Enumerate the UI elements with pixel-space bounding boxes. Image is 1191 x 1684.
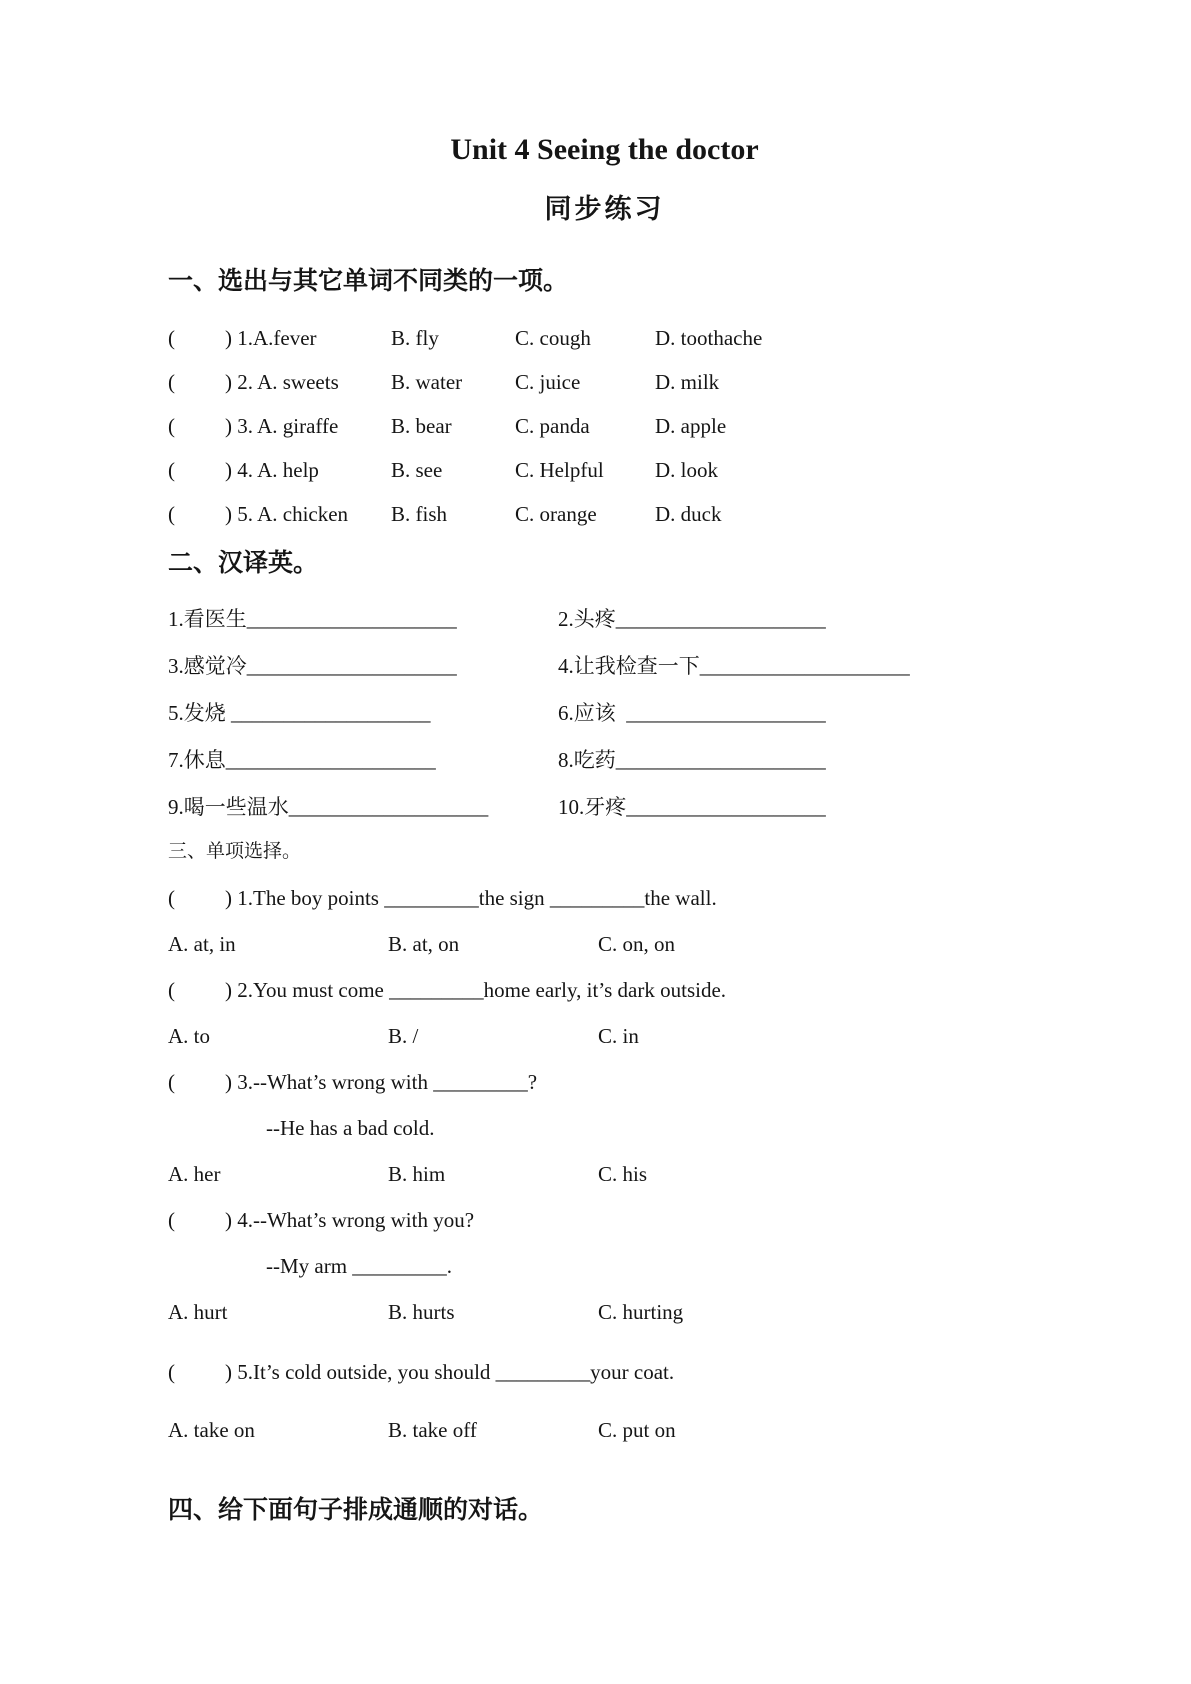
choice-row-2	[168, 360, 1041, 404]
translation-row-4	[168, 737, 1041, 784]
mc-options-2	[168, 1013, 1041, 1059]
option-b: B. bear	[391, 414, 452, 438]
option-d: D. look	[655, 458, 718, 482]
option-a: A. take on	[168, 1418, 255, 1442]
answer-paren: (	[168, 458, 175, 482]
translation-item: 3.感觉冷____________________	[168, 654, 457, 678]
option-b: B. at, on	[388, 932, 460, 956]
translation-row-3	[168, 690, 1041, 737]
option-c: C. juice	[515, 370, 581, 394]
option-b: B. fly	[391, 326, 439, 350]
translation-item: 7.休息____________________	[168, 748, 436, 772]
translation-item: 5.发烧 ___________________	[168, 701, 431, 725]
translation-item: 1.看医生____________________	[168, 607, 457, 631]
option-c: C. cough	[515, 326, 591, 350]
section2-heading: 二、汉译英。	[168, 550, 319, 577]
option-d: D. apple	[655, 414, 727, 438]
option-c: C. hurting	[598, 1300, 684, 1324]
translation-row-2	[168, 643, 1041, 690]
answer-paren: (	[168, 978, 175, 1002]
option-d: D. duck	[655, 502, 722, 526]
choice-row-3	[168, 404, 1041, 448]
choice-lead: ) 5. A. chicken	[225, 502, 349, 526]
choice-row-5	[168, 492, 1041, 536]
mc-options-3	[168, 1151, 1041, 1197]
option-b: B. take off	[388, 1418, 477, 1442]
translation-item: 4.让我检查一下____________________	[558, 654, 910, 678]
mc-options-5	[168, 1407, 1041, 1453]
translation-item: 8.吃药____________________	[558, 748, 826, 772]
question-text: ) 5.It’s cold outside, you should _________your coat.	[225, 1360, 675, 1384]
answer-paren: (	[168, 370, 175, 394]
mc-options-4	[168, 1289, 1041, 1335]
option-b: B. him	[388, 1162, 446, 1186]
translation-row-5	[168, 784, 1041, 831]
option-d: D. toothache	[655, 326, 763, 350]
option-b: B. hurts	[388, 1300, 455, 1324]
question-text: ) 1.The boy points _________the sign _________the wall.	[225, 886, 717, 910]
mc-question-1	[168, 875, 1041, 921]
option-a: A. her	[168, 1162, 221, 1186]
question-text: ) 3.--What’s wrong with _________?	[225, 1070, 538, 1094]
mc-question-5	[168, 1349, 1041, 1395]
translation-row-1	[168, 596, 1041, 643]
answer-paren: (	[168, 502, 175, 526]
answer-paren: (	[168, 886, 175, 910]
section4-heading: 四、给下面句子排成通顺的对话。	[168, 1497, 544, 1524]
translation-item: 10.牙疼___________________	[558, 795, 826, 819]
answer-paren: (	[168, 1208, 175, 1232]
option-c: C. orange	[515, 502, 597, 526]
mc-options-1	[168, 921, 1041, 967]
translation-item: 6.应该 ___________________	[558, 701, 826, 725]
choice-row-1	[168, 316, 1041, 360]
choice-lead: ) 2. A. sweets	[225, 370, 339, 394]
mc-question-2	[168, 967, 1041, 1013]
answer-paren: (	[168, 1070, 175, 1094]
translation-item: 2.头疼____________________	[558, 607, 826, 631]
question-text: ) 4.--What’s wrong with you?	[225, 1208, 475, 1232]
option-b: B. fish	[391, 502, 448, 526]
option-b: B. see	[391, 458, 443, 482]
option-c: C. put on	[598, 1418, 676, 1442]
option-c: C. on, on	[598, 932, 676, 956]
option-a: A. at, in	[168, 932, 236, 956]
option-b: B. water	[391, 370, 463, 394]
answer-paren: (	[168, 326, 175, 350]
mc-question-3	[168, 1059, 1041, 1105]
translation-item: 9.喝一些温水___________________	[168, 795, 489, 819]
answer-paren: (	[168, 1360, 175, 1384]
option-d: D. milk	[655, 370, 720, 394]
question-text: ) 2.You must come _________home early, it’s dark outside.	[225, 978, 727, 1002]
option-c: C. Helpful	[515, 458, 604, 482]
option-c: C. his	[598, 1162, 648, 1186]
choice-lead: ) 3. A. giraffe	[225, 414, 339, 438]
mc-question-3-subline: --He has a bad cold.	[266, 1116, 435, 1140]
mc-question-4	[168, 1197, 1041, 1243]
answer-paren: (	[168, 414, 175, 438]
option-c: C. in	[598, 1024, 639, 1048]
section3-heading: 三、单项选择。	[168, 841, 302, 862]
choice-lead: ) 1.A.fever	[225, 326, 317, 350]
mc-question-4-subline: --My arm _________.	[266, 1254, 453, 1278]
page-title: Unit 4 Seeing the doctor	[450, 133, 759, 166]
section1-heading: 一、选出与其它单词不同类的一项。	[168, 268, 569, 295]
page-subtitle: 同步练习	[544, 194, 665, 224]
option-a: A. to	[168, 1024, 210, 1048]
option-b: B. /	[388, 1024, 419, 1048]
option-a: A. hurt	[168, 1300, 228, 1324]
choice-row-4	[168, 448, 1041, 492]
choice-lead: ) 4. A. help	[225, 458, 319, 482]
option-c: C. panda	[515, 414, 590, 438]
